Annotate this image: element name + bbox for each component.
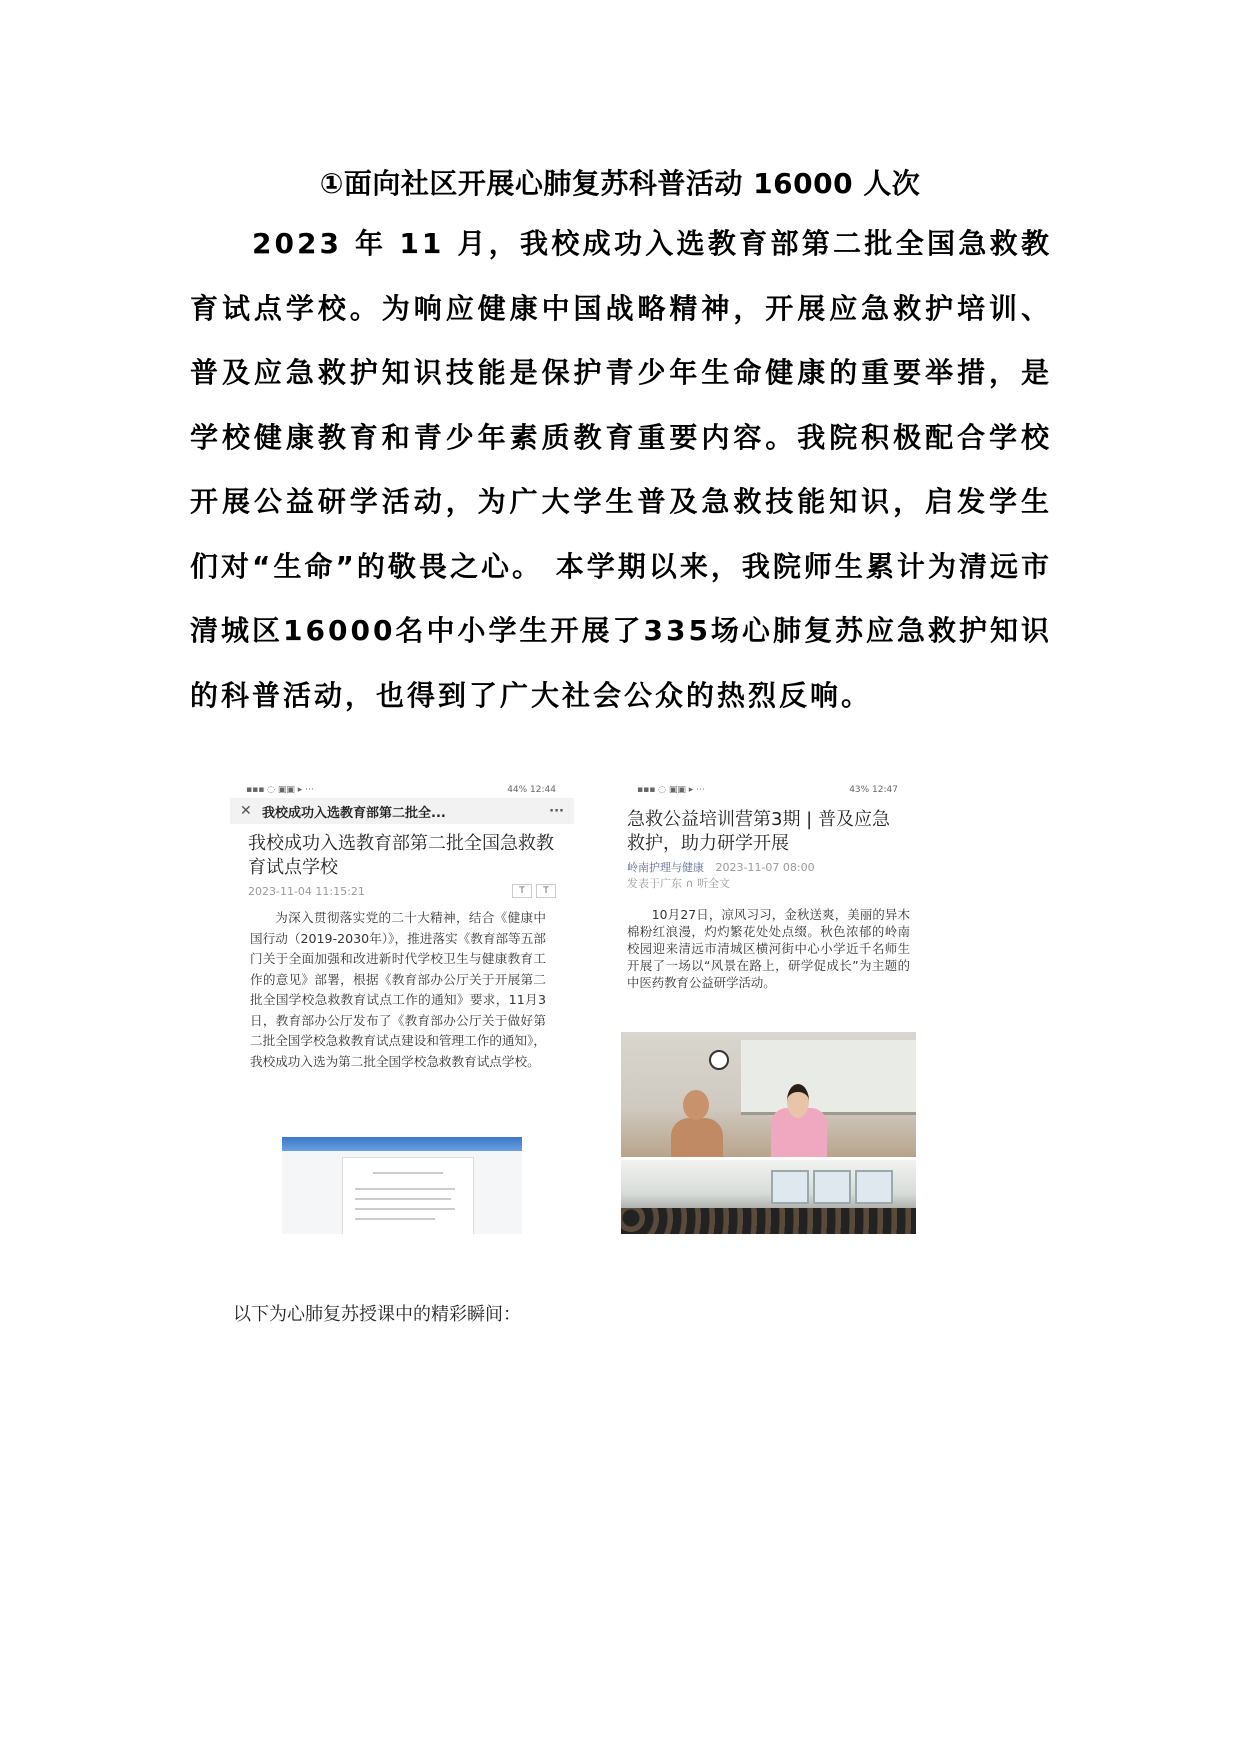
photo-caption: 以下为心肺复苏授课中的精彩瞬间： — [233, 1304, 521, 1325]
section-heading: ①面向社区开展心肺复苏科普活动 16000 人次 — [319, 167, 921, 200]
nav-title: 我校成功入选教育部第二批全... — [262, 805, 446, 821]
font-size-icon: T — [536, 884, 556, 898]
window — [813, 1170, 851, 1204]
clock-icon — [709, 1050, 729, 1070]
blackboard — [741, 1040, 916, 1115]
screenshot-article-selected-school — [230, 782, 574, 1234]
article-location: 发表于广东 — [627, 877, 682, 890]
screenshot-article-first-aid-camp — [621, 782, 916, 1234]
close-icon: ✕ — [240, 803, 252, 819]
cpr-manikin-head — [683, 1090, 709, 1120]
window — [771, 1170, 809, 1204]
students-classroom-photo — [621, 1160, 916, 1234]
article-timestamp: 2023-11-04 11:15:21 — [248, 884, 365, 898]
status-right: 43% 12:47 — [849, 785, 898, 795]
article-meta — [230, 880, 574, 898]
status-bar — [230, 782, 574, 798]
article-nav-bar — [230, 798, 574, 824]
instructor-head — [787, 1084, 809, 1118]
document-paper — [342, 1157, 474, 1234]
article-body: 10月27日，凉风习习，金秋送爽，美丽的异木棉粉红浪漫，灼灼繁花处处点缀。秋色浓郁的岭南校园迎来清远市清城区横河街中心小学近千名师生开展了一场以“风景在路上，研学促成长”为主题的中医药教育公益研学活动。 — [627, 907, 910, 990]
article-date: 2023-11-07 08:00 — [715, 861, 815, 874]
status-bar — [621, 782, 916, 798]
listen-label: 听全文 — [697, 877, 731, 890]
article-body: 为深入贯彻落实党的二十大精神，结合《健康中国行动（2019-2030年）》，推进落实《教育部等五部门关于全面加强和改进新时代学校卫生与健康教育工作的意见》部署，根据《教育部办公厅关于开展第二批全国学校急救教育试点工作的通知》要求，11月3日，教育部办公厅发布了《教育部办公厅关于做好第二批全国学校急救教育试点建设和管理工作的通知》，我校成功入选为第二批全国学校急救教育试点学校。 — [250, 910, 546, 1069]
status-right: 44% 12:44 — [507, 785, 556, 795]
signal-icon: ▪▪▪ ◌ ▣▣ ▸ ··· — [637, 785, 705, 795]
notice-document-thumbnail — [282, 1137, 522, 1234]
more-icon: ··· — [549, 803, 564, 819]
window — [855, 1170, 893, 1204]
font-size-icon: T — [512, 884, 532, 898]
article-title: 急救公益培训营第3期 | 普及应急救护，助力研学开展 — [627, 809, 890, 854]
article-meta — [621, 856, 916, 892]
classroom-cpr-photo — [621, 1032, 916, 1157]
signal-icon: ▪▪▪ ◌ ▣▣ ▸ ··· — [246, 785, 314, 795]
body-paragraph: 2023 年 11 月，我校成功入选教育部第二批全国急救教育试点学校。为响应健康中国战略精神，开展应急救护培训、普及应急救护知识技能是保护青少年生命健康的重要举措，是学校健康教育和青少年素质教育重要内容。我院积极配合学校开展公益研学活动，为广大学生普及急救技能知识，启发学生们对“生命”的敬畏之心。 本学期以来，我院师生累计为清远市清城区16000名中小学生开展了335场心肺复苏应急救护知识的科普活动，也得到了广大社会公众的热烈反响。 — [190, 227, 1052, 712]
cpr-manikin — [671, 1118, 723, 1157]
article-author: 岭南护理与健康 — [627, 861, 704, 874]
article-title: 我校成功入选教育部第二批全国急救教育试点学校 — [248, 833, 554, 878]
students — [621, 1208, 916, 1234]
headphones-icon: ∩ — [685, 877, 698, 890]
